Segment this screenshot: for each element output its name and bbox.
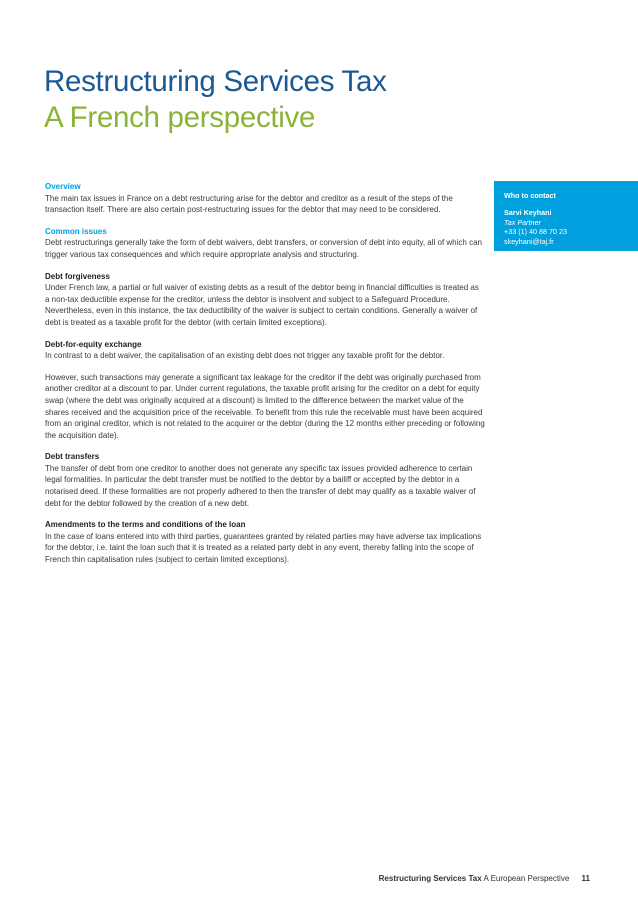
section-heading: Amendments to the terms and conditions of the loan [45, 520, 246, 530]
title-line-2: A French perspective [44, 100, 316, 134]
section-body: The transfer of debt from one creditor to another does not generate any specific tax issues provided adherence to certain legal formalities. In particular the debt transfer must be notified to the debtor by a bailiff or accepted by the debtor in a notarised deed. If these formalities are not properly adhered to then the transfer of debt may qualify as a taxable waiver of debt for the debtor followed by the creation of a new debt. [45, 463, 476, 508]
section-body: Under French law, a partial or full waiver of existing debts as a result of the debtor being in financial difficulties is treated as a non-tax deductible expense for the creditor, unless the debtor is insolvent and subject to a Safeguard Procedure. Nevertheless, even in this instance, the tax deductibility of the waiver is subject to certain conditions. Generally a waiver of debt is treated as a taxable profit for the debtor (with certain limited exceptions). [45, 283, 479, 327]
title-line-1: Restructuring Services Tax [44, 64, 387, 98]
section-body: In the case of loans entered into with third parties, guarantees granted by related parties may have adverse tax implications for the debtor, i.e. taint the loan such that it is treated as a related party debt in any event, thereby falling into the scope of French thin capitalisation rules (subject to certain limited exceptions). [45, 531, 482, 565]
section-common-issues [45, 226, 485, 261]
contact-box [494, 181, 638, 251]
page-number: 11 [581, 874, 590, 883]
section-overview [45, 181, 485, 216]
page-footer [379, 874, 590, 883]
footer-title-rest: A European Perspective [483, 874, 570, 883]
section-debt-forgiveness [45, 271, 485, 329]
section-heading: Overview [45, 182, 81, 191]
section-body: Debt restructurings generally take the form of debt waivers, debt transfers, or conversion of debt into equity, all of which can trigger various tax consequences and which require appropriate analysis and structuring. [45, 238, 482, 259]
contact-name: Sarvi Keyhani [504, 208, 552, 218]
section-heading: Debt-for-equity exchange [45, 339, 142, 349]
section-debt-for-equity-continued [45, 372, 485, 442]
section-heading: Debt forgiveness [45, 271, 110, 281]
section-heading: Common issues [45, 226, 107, 236]
section-amendments [45, 519, 485, 565]
main-content [45, 181, 485, 576]
contact-heading: Who to contact [504, 191, 556, 200]
section-debt-for-equity [45, 339, 485, 362]
section-body: The main tax issues in France on a debt restructuring arise for the debtor and creditor as a result of the steps of the transaction itself. There are also certain post-restructuring issues for the debtor that may need to be considered. [45, 193, 453, 215]
page-title [44, 64, 387, 136]
footer-title-bold: Restructuring Services Tax [378, 874, 482, 883]
contact-phone[interactable]: +33 (1) 40 88 70 23 [504, 227, 567, 237]
section-body: In contrast to a debt waiver, the capitalisation of an existing debt does not trigger any taxable profit for the debtor. [45, 351, 445, 361]
section-body: However, such transactions may generate a significant tax leakage for the creditor if the debt was originally purchased from another creditor at a discount to par. Under current regulations, the taxable profit arising for the creditor on a debt for equity swap (where the debt was originally acquired at a discount) is limited to the difference between the market value of the shares received and the acquisition price of the receivable. To benefit from this rule the receivable must have been acquired from an original creditor, which is not related to the acquirer or the debtor (during the 12 months either preceding or following the acquisition date). [45, 372, 485, 440]
contact-email[interactable]: skeyhani@taj.fr [504, 236, 554, 246]
section-heading: Debt transfers [45, 452, 100, 462]
contact-role: Tax Partner [504, 217, 541, 227]
section-debt-transfers [45, 451, 485, 509]
